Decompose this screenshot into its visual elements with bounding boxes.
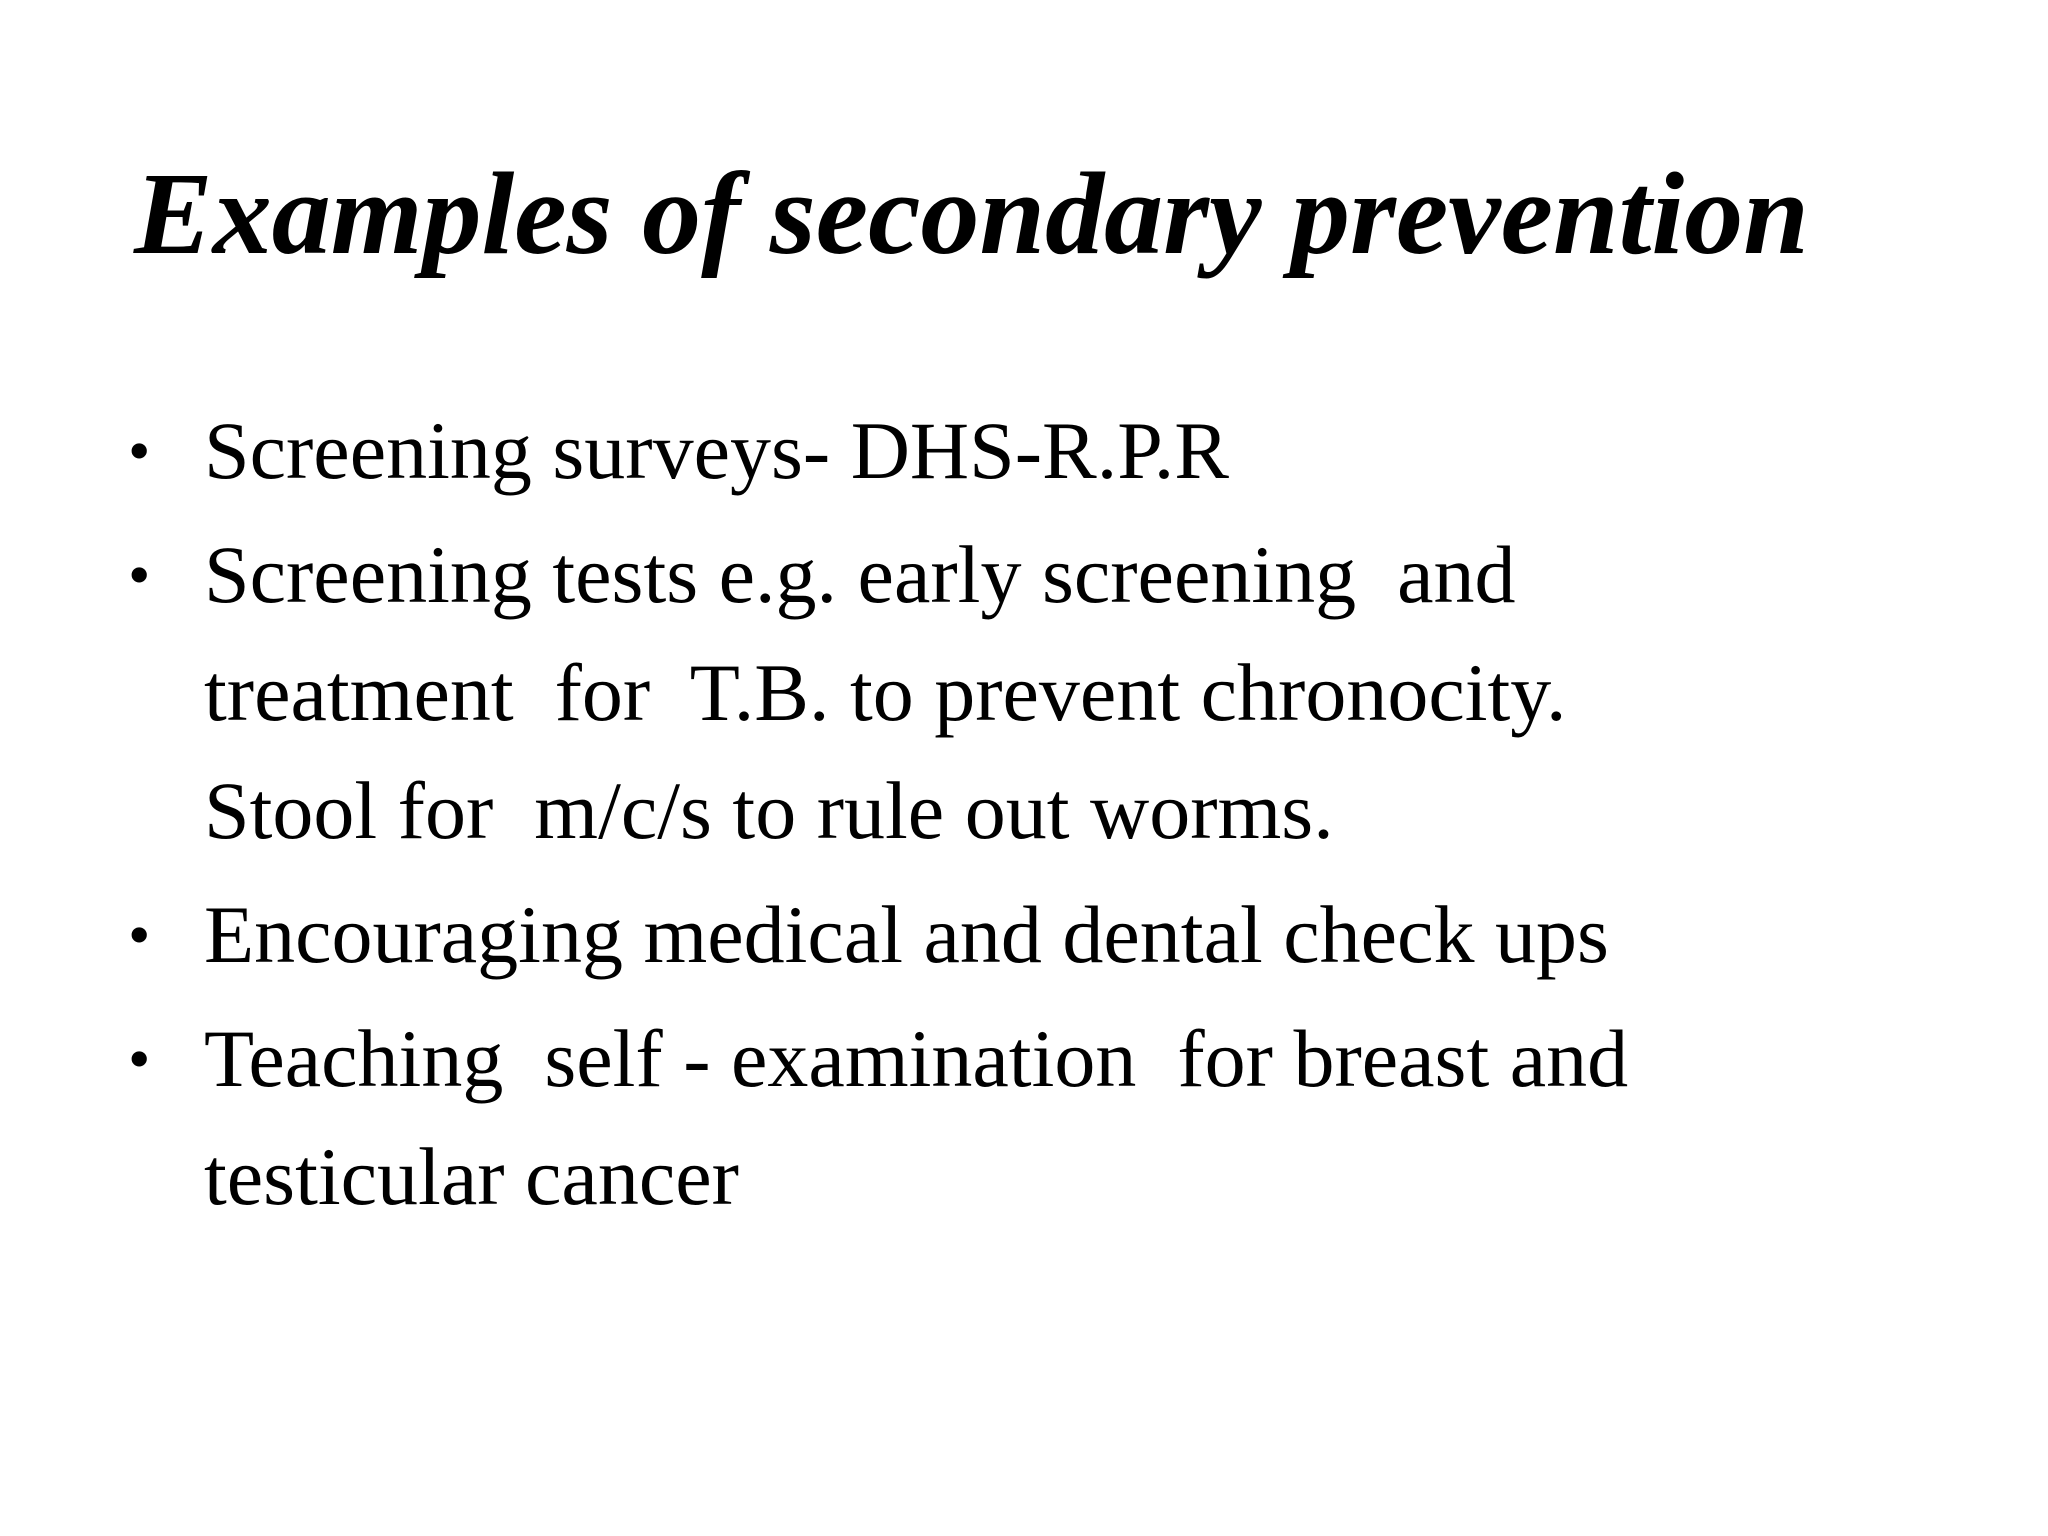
bullet-text-line: treatment for T.B. to prevent chronocity.: [204, 647, 1567, 738]
bullet-item-screening-tests: [128, 516, 1988, 870]
bullet-item-medical-dental-checkups: [128, 876, 1988, 994]
bullet-dot-icon: •: [128, 415, 151, 486]
bullet-dot-icon: •: [128, 899, 151, 970]
bullet-text-line: testicular cancer: [204, 1131, 739, 1222]
bullet-text-line: Screening tests e.g. early screening and: [204, 529, 1516, 620]
bullet-list: [128, 392, 1988, 1242]
bullet-text-line: Screening surveys- DHS-R.P.R: [204, 405, 1229, 496]
bullet-item-self-examination: [128, 1000, 1988, 1236]
bullet-dot-icon: •: [128, 1023, 151, 1094]
bullet-text-line: Teaching self - examination for breast and: [204, 1013, 1629, 1104]
slide-title: Examples of secondary prevention: [134, 148, 1809, 279]
bullet-text-line: Stool for m/c/s to rule out worms.: [204, 765, 1334, 856]
bullet-item-screening-surveys: [128, 392, 1988, 510]
bullet-dot-icon: •: [128, 539, 151, 610]
bullet-text-line: Encouraging medical and dental check ups: [204, 889, 1609, 980]
